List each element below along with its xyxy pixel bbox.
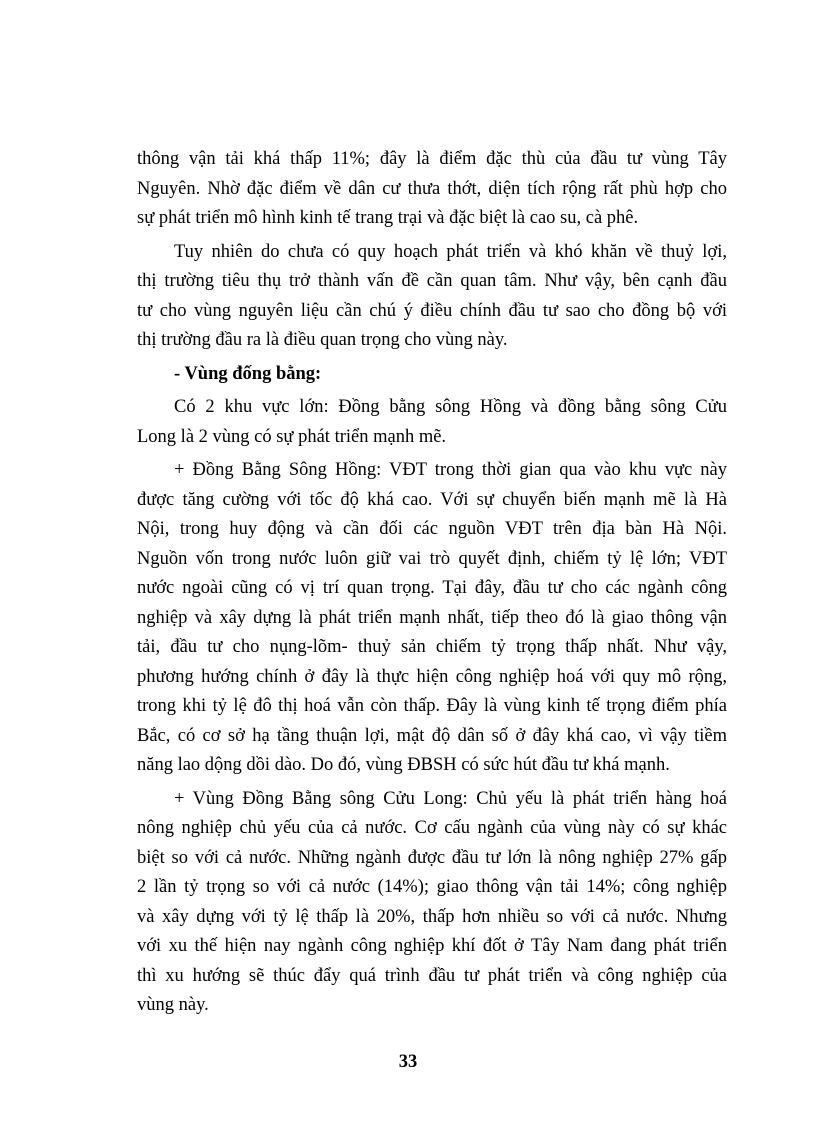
text-line: nông nghiệp chủ yếu của cả nước. Cơ cấu ngành của vùng này có sự khác [137,818,727,838]
text-line: thông vận tải khá thấp 11%; đây là điểm đặc thù của đầu tư vùng Tây [137,149,727,169]
text-line: Nguồn vốn trong nước luôn giữ vai trò quyết định, chiếm tỷ lệ lớn; VĐT [137,548,727,569]
text-line: Bắc, có cơ sở hạ tầng thuận lợi, mật độ dân số ở đây khá cao, vì vậy tiềm [137,725,727,746]
text-line: Có 2 khu vực lớn: Đồng bằng sông Hồng và đồng bằng sông Cửu [174,397,727,417]
text-line: và xây dựng với tỷ lệ thấp là 20%, thấp hơn nhiều so với cả nước. Nhưng [137,906,727,927]
paragraph-dbscl [137,785,727,1021]
paragraph-tay-nguyen-cont [137,145,727,234]
text-line: được tăng cường với tốc độ khá cao. Với sự chuyển biến mạnh mẽ là Hà [137,489,727,510]
text-line: 2 lần tỷ trọng so với cả nước (14%); giao thông vận tải 14%; công nghiệp [137,877,727,897]
text-line: thị trường đầu ra là điều quan trọng cho vùng này. [137,330,508,350]
body-text [137,145,727,1025]
page-number: 33 [398,1052,418,1072]
text-line: với xu thế hiện nay ngành công nghiệp khí đốt ở Tây Nam đang phát triển [137,936,727,956]
text-line: + Đồng Bằng Sông Hồng: VĐT trong thời gian qua vào khu vực này [174,460,727,480]
text-line: vùng này. [137,995,209,1015]
text-line: Nguyên. Nhờ đặc điểm về dân cư thưa thớt, diện tích rộng rất phù hợp cho [137,178,727,199]
paragraph-tuy-nhien [137,238,727,356]
text-line: Tuy nhiên do chưa có quy hoạch phát triển và khó khăn về thuỷ lợi, [174,241,727,262]
paragraph-co-2-khu-vuc [137,393,727,452]
text-line: tải, đầu tư cho nụng-lõm- thuỷ sản chiếm tỷ trọng thấp nhất. Như vậy, [137,637,727,657]
text-line: + Vùng Đồng Bằng sông Cửu Long: Chủ yếu là phát triển hàng hoá [174,788,727,809]
text-line: tư cho vùng nguyên liệu cần chú ý điều chính đầu tư sao cho đồng bộ với [137,300,727,321]
text-line: Nội, trong huy động và cần đối các nguồn VĐT trên địa bàn Hà Nội. [137,519,727,539]
text-line: sự phát triển mô hình kinh tế trang trại và đặc biệt là cao su, cà phê. [137,208,639,228]
text-line: trong khi tỷ lệ đô thị hoá vẫn còn thấp. Đây là vùng kinh tế trọng điểm phía [137,696,727,716]
text-line: - Vùng đống bằng: [174,363,322,384]
text-line: thị trường tiêu thụ trở thành vấn đề cần quan tâm. Như vậy, bên cạnh đầu [137,271,727,291]
text-line: nước ngoài cũng có vị trí quan trọng. Tại đây, đầu tư cho các ngành công [137,578,727,598]
text-line: Long là 2 vùng có sự phát triển mạnh mẽ. [137,426,447,447]
text-line: năng lao dộng dồi dào. Do đó, vùng ĐBSH có sức hút đầu tư khá mạnh. [137,755,670,775]
text-line: biệt so với cả nước. Những ngành được đầu tư lớn là nông nghiệp 27% gấp [137,847,727,868]
paragraph-dbsh [137,456,727,781]
text-line: thì xu hướng sẽ thúc đẩy quá trình đầu tư phát triển và công nghiệp của [137,965,727,986]
section-heading [137,360,727,390]
text-line: nghiệp và xây dựng là phát triển mạnh nhất, tiếp theo đó là giao thông vận [137,607,727,628]
text-line: phương hướng chính ở đây là thực hiện công nghiệp hoá với quy mô rộng, [137,666,727,687]
